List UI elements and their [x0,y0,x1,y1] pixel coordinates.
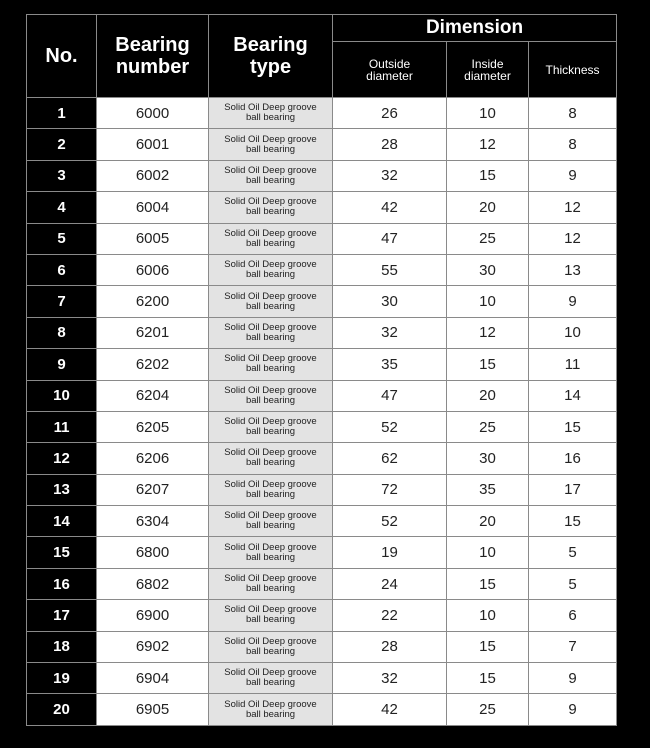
table-row [27,568,617,599]
thickness-cell: 13 [529,254,617,285]
row-no: 6 [27,254,97,285]
thickness-cell: 15 [529,411,617,442]
table-row [27,129,617,160]
thickness-cell: 8 [529,129,617,160]
thickness-cell: 9 [529,160,617,191]
thickness-cell: 9 [529,663,617,694]
row-no: 11 [27,411,97,442]
bearing-type-cell: Solid Oil Deep groove ball bearing [209,192,333,223]
outside-diameter-cell: 32 [333,317,447,348]
thickness-cell: 17 [529,474,617,505]
row-no: 18 [27,631,97,662]
bearing-number-cell: 6201 [97,317,209,348]
bearing-number-cell: 6205 [97,411,209,442]
header-inside-diameter: Inside diameter [447,42,529,98]
outside-diameter-cell: 47 [333,223,447,254]
thickness-cell: 6 [529,600,617,631]
bearing-type-cell: Solid Oil Deep groove ball bearing [209,443,333,474]
thickness-cell: 12 [529,192,617,223]
outside-diameter-cell: 72 [333,474,447,505]
bearing-type-cell: Solid Oil Deep groove ball bearing [209,694,333,725]
table-row [27,537,617,568]
row-no: 8 [27,317,97,348]
row-no: 7 [27,286,97,317]
inside-diameter-cell: 10 [447,286,529,317]
outside-diameter-cell: 28 [333,631,447,662]
row-no: 14 [27,506,97,537]
outside-diameter-cell: 47 [333,380,447,411]
table-row [27,98,617,129]
bearing-number-cell: 6006 [97,254,209,285]
outside-diameter-cell: 62 [333,443,447,474]
row-no: 2 [27,129,97,160]
table-row [27,286,617,317]
bearing-number-cell: 6005 [97,223,209,254]
inside-diameter-cell: 30 [447,254,529,285]
bearing-type-cell: Solid Oil Deep groove ball bearing [209,98,333,129]
inside-diameter-cell: 25 [447,411,529,442]
row-no: 3 [27,160,97,191]
thickness-cell: 14 [529,380,617,411]
inside-diameter-cell: 12 [447,317,529,348]
inside-diameter-cell: 15 [447,349,529,380]
inside-diameter-cell: 10 [447,537,529,568]
bearing-type-cell: Solid Oil Deep groove ball bearing [209,223,333,254]
row-no: 5 [27,223,97,254]
bearing-number-cell: 6001 [97,129,209,160]
bearing-spec-table [26,14,617,726]
row-no: 12 [27,443,97,474]
outside-diameter-cell: 24 [333,568,447,599]
outside-diameter-cell: 22 [333,600,447,631]
table-row [27,506,617,537]
inside-diameter-cell: 15 [447,663,529,694]
header-bearing-number: Bearing number [97,15,209,98]
bearing-number-cell: 6200 [97,286,209,317]
outside-diameter-cell: 19 [333,537,447,568]
header-no: No. [27,15,97,98]
outside-diameter-cell: 52 [333,411,447,442]
inside-diameter-cell: 30 [447,443,529,474]
bearing-number-cell: 6207 [97,474,209,505]
row-no: 9 [27,349,97,380]
outside-diameter-cell: 42 [333,192,447,223]
bearing-number-cell: 6002 [97,160,209,191]
bearing-number-cell: 6904 [97,663,209,694]
table-row [27,600,617,631]
thickness-cell: 8 [529,98,617,129]
bearing-number-cell: 6204 [97,380,209,411]
bearing-type-cell: Solid Oil Deep groove ball bearing [209,474,333,505]
table-row [27,223,617,254]
header-outside-diameter: Outside diameter [333,42,447,98]
header-bearing-type: Bearing type [209,15,333,98]
thickness-cell: 12 [529,223,617,254]
row-no: 15 [27,537,97,568]
table-row [27,380,617,411]
outside-diameter-cell: 30 [333,286,447,317]
outside-diameter-cell: 26 [333,98,447,129]
table-row [27,254,617,285]
thickness-cell: 15 [529,506,617,537]
bearing-type-cell: Solid Oil Deep groove ball bearing [209,411,333,442]
table-row [27,317,617,348]
inside-diameter-cell: 25 [447,223,529,254]
bearing-number-cell: 6902 [97,631,209,662]
inside-diameter-cell: 12 [447,129,529,160]
inside-diameter-cell: 15 [447,568,529,599]
bearing-number-cell: 6202 [97,349,209,380]
header-thickness: Thickness [529,42,617,98]
row-no: 13 [27,474,97,505]
inside-diameter-cell: 10 [447,98,529,129]
bearing-type-cell: Solid Oil Deep groove ball bearing [209,380,333,411]
bearing-number-cell: 6206 [97,443,209,474]
outside-diameter-cell: 32 [333,160,447,191]
thickness-cell: 7 [529,631,617,662]
outside-diameter-cell: 42 [333,694,447,725]
inside-diameter-cell: 15 [447,160,529,191]
outside-diameter-cell: 28 [333,129,447,160]
inside-diameter-cell: 15 [447,631,529,662]
inside-diameter-cell: 35 [447,474,529,505]
row-no: 19 [27,663,97,694]
thickness-cell: 10 [529,317,617,348]
bearing-type-cell: Solid Oil Deep groove ball bearing [209,254,333,285]
row-no: 1 [27,98,97,129]
outside-diameter-cell: 52 [333,506,447,537]
row-no: 4 [27,192,97,223]
thickness-cell: 9 [529,694,617,725]
bearing-type-cell: Solid Oil Deep groove ball bearing [209,663,333,694]
row-no: 10 [27,380,97,411]
outside-diameter-cell: 32 [333,663,447,694]
bearing-number-cell: 6905 [97,694,209,725]
bearing-number-cell: 6004 [97,192,209,223]
inside-diameter-cell: 20 [447,506,529,537]
bearing-number-cell: 6304 [97,506,209,537]
bearing-type-cell: Solid Oil Deep groove ball bearing [209,631,333,662]
outside-diameter-cell: 35 [333,349,447,380]
bearing-type-cell: Solid Oil Deep groove ball bearing [209,349,333,380]
table-row [27,443,617,474]
table-body [27,98,617,726]
inside-diameter-cell: 10 [447,600,529,631]
bearing-type-cell: Solid Oil Deep groove ball bearing [209,160,333,191]
table-row [27,349,617,380]
bearing-number-cell: 6000 [97,98,209,129]
inside-diameter-cell: 20 [447,192,529,223]
thickness-cell: 5 [529,537,617,568]
table-row [27,411,617,442]
bearing-number-cell: 6900 [97,600,209,631]
bearing-type-cell: Solid Oil Deep groove ball bearing [209,129,333,160]
thickness-cell: 9 [529,286,617,317]
table-row [27,663,617,694]
thickness-cell: 11 [529,349,617,380]
table-row [27,631,617,662]
bearing-type-cell: Solid Oil Deep groove ball bearing [209,317,333,348]
row-no: 16 [27,568,97,599]
bearing-number-cell: 6802 [97,568,209,599]
bearing-type-cell: Solid Oil Deep groove ball bearing [209,600,333,631]
row-no: 17 [27,600,97,631]
table-row [27,192,617,223]
table-row [27,694,617,725]
inside-diameter-cell: 25 [447,694,529,725]
inside-diameter-cell: 20 [447,380,529,411]
thickness-cell: 16 [529,443,617,474]
table-row [27,474,617,505]
thickness-cell: 5 [529,568,617,599]
bearing-type-cell: Solid Oil Deep groove ball bearing [209,506,333,537]
bearing-number-cell: 6800 [97,537,209,568]
outside-diameter-cell: 55 [333,254,447,285]
bearing-type-cell: Solid Oil Deep groove ball bearing [209,537,333,568]
table-row [27,160,617,191]
bearing-type-cell: Solid Oil Deep groove ball bearing [209,568,333,599]
header-dimension: Dimension [333,15,617,42]
bearing-type-cell: Solid Oil Deep groove ball bearing [209,286,333,317]
row-no: 20 [27,694,97,725]
